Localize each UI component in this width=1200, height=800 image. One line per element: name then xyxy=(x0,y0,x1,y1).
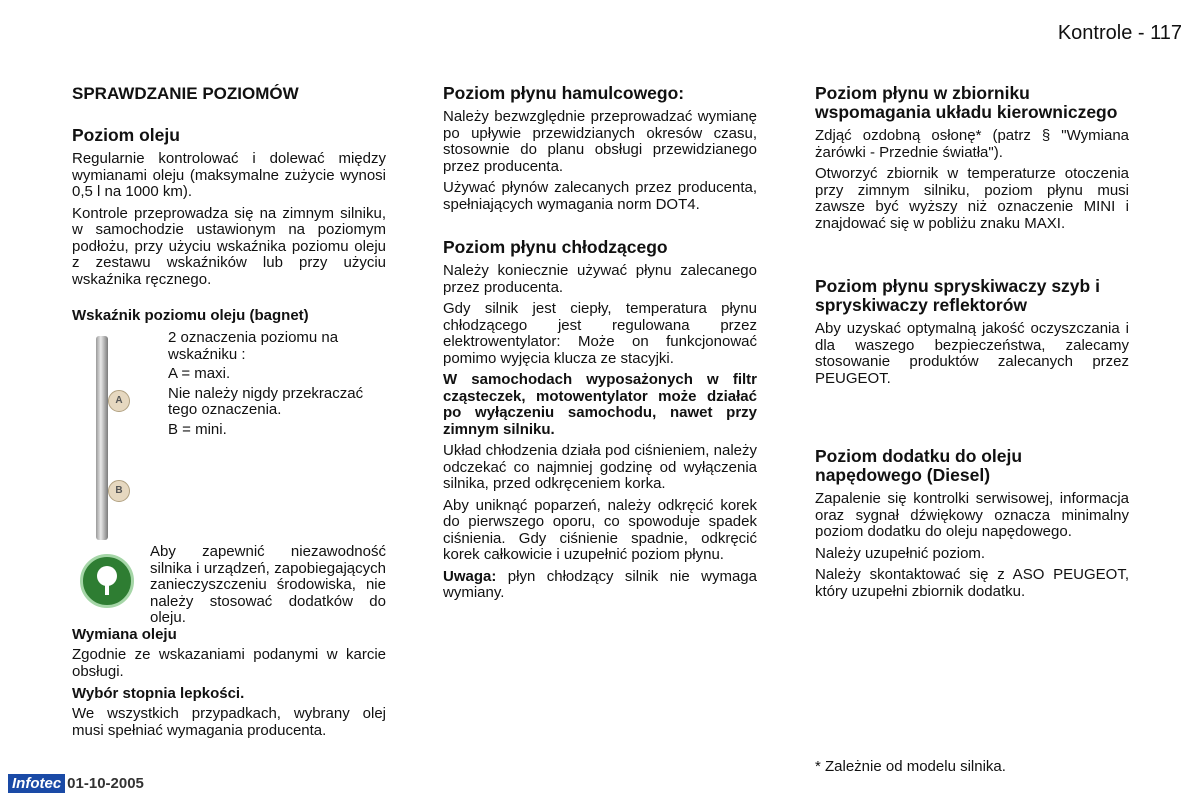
column-middle xyxy=(443,84,757,607)
diesel-paragraph-1: Zapalenie się kontrolki serwisowej, informacja oraz sygnał dźwiękowy oznacza minimalny poziom dodatku do oleju napędowego. xyxy=(815,490,1129,540)
coolant-paragraph-2: Gdy silnik jest ciepły, temperatura płynu chłodzącego jest regulowana przez elektrowentylator: Może on funkcjonować pomimo wyjęcia kluczа ze stacyjki. xyxy=(443,300,757,367)
note-text: płyn chłodzący silnik nie wymaga wymiany. xyxy=(443,567,757,601)
diesel-paragraph-3: Należy skontaktować się z ASO PEUGEOT, który uzupełni zbiornik dodatku. xyxy=(815,566,1129,600)
dipstick-mark-a: A xyxy=(108,390,130,412)
brake-paragraph-2: Używać płynów zalecanych przez producenta, spełniających wymagania norm DOT4. xyxy=(443,179,757,213)
dipstick-figure xyxy=(72,330,386,544)
steering-paragraph-2: Otworzyć zbiornik w temperaturze otoczenia przy zimnym silniku, poziom płynu musi zawsze być wyższy niż oznaczenie MINI i znajdować się w pobliżu znaku MAXI. xyxy=(815,165,1129,232)
dipstick-illustration xyxy=(96,336,108,540)
dipstick-text-a: A = maxi. xyxy=(168,365,231,382)
page-header: Kontrole - 117 xyxy=(1057,22,1182,44)
tree-icon xyxy=(80,554,134,608)
dipstick-text-1: 2 oznaczenia poziomu na wskaźniku : xyxy=(168,329,339,363)
oil-paragraph-1: Regularnie kontrolować i dolewać między wymianami oleju (maksymalne zużycie wynosi 0,5 l na 1000 km). xyxy=(72,150,386,200)
viscosity-text: We wszystkich przypadkach, wybrany olej musi spełniać wymagania producenta. xyxy=(72,705,386,739)
footer xyxy=(8,774,144,793)
coolant-paragraph-1: Należy koniecznie używać płynu zalecanego przez producenta. xyxy=(443,262,757,296)
oil-change-text: Zgodnie ze wskazaniami podanymi w karcie obsługi. xyxy=(72,646,386,680)
column-left xyxy=(72,84,386,744)
coolant-heading: Poziom płynu chłodzącego xyxy=(443,237,668,257)
dipstick-text-b: B = mini. xyxy=(168,420,227,438)
column-right xyxy=(815,84,1129,605)
footnote: * Zależnie od modelu silnika. xyxy=(815,758,1006,775)
steering-paragraph-1: Zdjąć ozdobną osłonę* (patrz § "Wymiana żarówki - Przednie światła"). xyxy=(815,127,1129,161)
eco-text: Aby zapewnić niezawodność silnika i urządzeń, zapobiegających zanieczyszczeniu środowiska, nie należy stosować dodatków do oleju. xyxy=(150,543,386,626)
note-label: Uwaga: xyxy=(443,567,497,585)
brake-paragraph-1: Należy bezwzględnie przeprowadzać wymianę po upływie przewidzianych okresów czasu, stosownie do planu obsługi przewidzianego przez producenta. xyxy=(443,108,757,175)
coolant-paragraph-5: Aby uniknąć poparzeń, należy odkręcić korek do pierwszego oporu, co spowoduje spadek ciśnienia. Gdy ciśnienie spadnie, odkręcić korek całkowicie i uzupełnić poziom płynu. xyxy=(443,496,757,563)
coolant-paragraph-3: W samochodach wyposażonych w filtr cząsteczek, motowentylator może działać po wyłączeniu samochodu, nawet przy zimnym silniku. xyxy=(443,371,757,438)
coolant-note xyxy=(443,569,757,602)
washer-paragraph: Aby uzyskać optymalną jakość oczyszczania i dla waszego bezpieczeństwa, zalecamy stosowanie produktów zalecanych przez PEUGEOT. xyxy=(815,320,1129,387)
brake-fluid-heading: Poziom płynu hamulcowego: xyxy=(443,83,685,103)
dipstick-warning: Nie należy nigdy przekraczać tego oznaczenia. xyxy=(168,384,364,418)
oil-paragraph-2: Kontrole przeprowadza się na zimnym silniku, w samochodzie ustawionym na poziomym podłożu, przy użyciu wskaźnika poziomu oleju z zestawu wskaźników lub przy użyciu wskaźnika ręcznego. xyxy=(72,204,386,288)
oil-level-heading: Poziom oleju xyxy=(72,125,180,145)
oil-change-heading: Wymiana oleju xyxy=(72,626,177,643)
steering-fluid-heading: Poziom płynu w zbiorniku wspomagania układu kierowniczego xyxy=(815,83,1118,122)
dipstick-mark-b: B xyxy=(108,480,130,502)
washer-fluid-heading: Poziom płynu spryskiwaczy szyb i spryskiwaczy reflektorów xyxy=(815,276,1100,315)
eco-note xyxy=(72,544,386,626)
footer-date: 01-10-2005 xyxy=(67,775,144,792)
dipstick-heading: Wskaźnik poziomu oleju (bagnet) xyxy=(72,307,309,324)
diesel-paragraph-2: Należy uzupełnić poziom. xyxy=(815,544,986,562)
viscosity-heading: Wybór stopnia lepkości. xyxy=(72,685,245,702)
infotec-logo: Infotec xyxy=(8,774,65,793)
coolant-paragraph-4: Układ chłodzenia działa pod ciśnieniem, należy odczekać co najmniej godzinę od wyłączenia silnika, przed odkręceniem korka. xyxy=(443,442,757,492)
diesel-additive-heading: Poziom dodatku do oleju napędowego (Diesel) xyxy=(815,446,1023,485)
section-title: SPRAWDZANIE POZIOMÓW xyxy=(72,84,299,103)
